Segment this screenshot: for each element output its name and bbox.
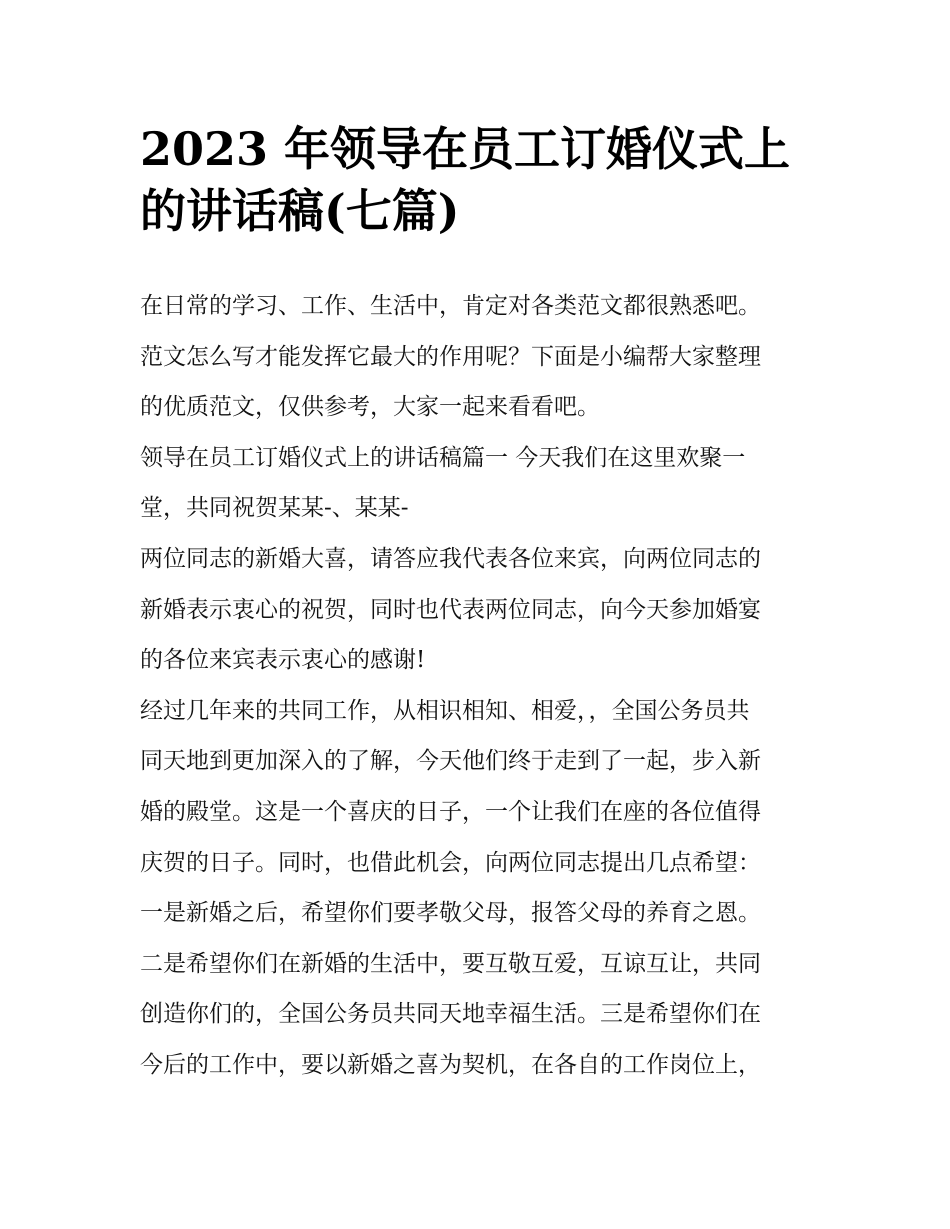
body-line: 两位同志的新婚大喜，请答应我代表各位来宾，向两位同志的 <box>140 545 761 572</box>
body-line: 婚的殿堂。这是一个喜庆的日子，一个让我们在座的各位值得 <box>140 798 761 825</box>
body-line: 今后的工作中，要以新婚之喜为契机，在各自的工作岗位上， <box>140 1051 761 1078</box>
title-line: 2023 年领导在员工订婚仪式上 <box>140 122 791 176</box>
body-line: 创造你们的，全国公务员共同天地幸福生活。三是希望你们在 <box>140 1001 761 1028</box>
document-body <box>140 281 820 1091</box>
body-line: 二是希望你们在新婚的生活中，要互敬互爱，互谅互让，共同 <box>140 950 761 977</box>
body-line: 庆贺的日子。同时，也借此机会，向两位同志提出几点希望： <box>140 849 761 876</box>
title-line: 的讲话稿(七篇) <box>140 184 460 238</box>
body-line: 领导在员工订婚仪式上的讲话稿篇一 今天我们在这里欢聚一 <box>140 444 746 471</box>
body-line: 一是新婚之后，希望你们要孝敬父母，报答父母的养育之恩。 <box>140 900 761 927</box>
body-line: 的优质范文，仅供参考，大家一起来看看吧。 <box>140 394 600 421</box>
body-line: 新婚表示衷心的祝贺，同时也代表两位同志，向今天参加婚宴 <box>140 596 761 623</box>
document-title <box>140 118 820 242</box>
body-line: 范文怎么写才能发挥它最大的作用呢？下面是小编帮大家整理 <box>140 343 761 370</box>
body-line: 的各位来宾表示衷心的感谢! <box>140 647 426 674</box>
body-line: 堂，共同祝贺某某-、某某- <box>140 495 409 522</box>
body-line: 经过几年来的共同工作，从相识相知、相爱，，全国公务员共 <box>140 697 750 724</box>
body-line: 在日常的学习、工作、生活中，肯定对各类范文都很熟悉吧。 <box>140 293 761 319</box>
body-line: 同天地到更加深入的了解，今天他们终于走到了一起，步入新 <box>140 748 761 775</box>
